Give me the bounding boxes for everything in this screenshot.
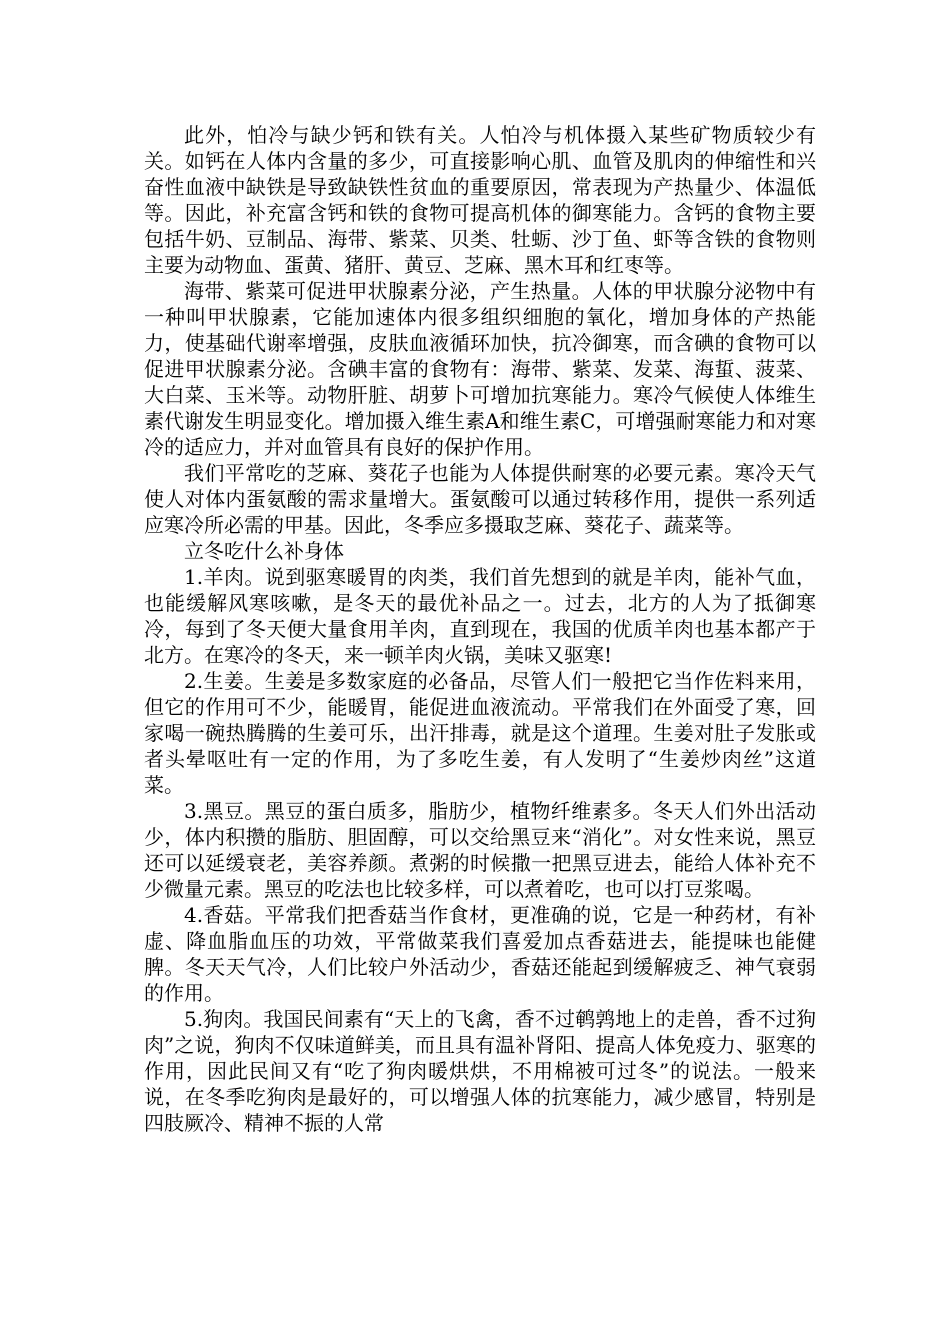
paragraph-item-ginger: 2.生姜。生姜是多数家庭的必备品，尽管人们一般把它当作佐料来用，但它的作用可不少，能暖胃，能促进血液流动。平常我们在外面受了寒，回家喝一碗热腾腾的生姜可乐，出汗排毒，就是这个道理。生姜对肚子发胀或者头晕呕吐有一定的作用，为了多吃生姜，有人发明了“生姜炒肉丝”这道菜。	[144, 669, 816, 797]
document-body	[144, 122, 816, 1136]
paragraph-sesame-sunflower: 我们平常吃的芝麻、葵花子也能为人体提供耐寒的必要元素。寒冷天气使人对体内蛋氨酸的需求量增大。蛋氨酸可以通过转移作用，提供一系列适应寒冷所必需的甲基。因此，冬季应多摄取芝麻、葵花子、蔬菜等。	[144, 461, 816, 537]
paragraph-item-mutton: 1.羊肉。说到驱寒暖胃的肉类，我们首先想到的就是羊肉，能补气血，也能缓解风寒咳嗽，是冬天的最优补品之一。过去，北方的人为了抵御寒冷，每到了冬天便大量食用羊肉，直到现在，我国的优质羊肉也基本都产于北方。在寒冷的冬天，来一顿羊肉火锅，美味又驱寒!	[144, 565, 816, 667]
section-heading: 立冬吃什么补身体	[184, 539, 344, 563]
paragraph-item-black-bean: 3.黑豆。黑豆的蛋白质多，脂肪少，植物纤维素多。冬天人们外出活动少，体内积攒的脂肪、胆固醇，可以交给黑豆来“消化”。对女性来说，黑豆还可以延缓衰老，美容养颜。煮粥的时候撒一把黑豆进去，能给人体补充不少微量元素。黑豆的吃法也比较多样，可以煮着吃，也可以打豆浆喝。	[144, 799, 816, 901]
paragraph-iodine-thyroid: 海带、紫菜可促进甲状腺素分泌，产生热量。人体的甲状腺分泌物中有一种叫甲状腺素，它能加速体内很多组织细胞的氧化，增加身体的产热能力，使基础代谢率增强，皮肤血液循环加快，抗冷御寒，而含碘的食物可以促进甲状腺素分泌。含碘丰富的食物有：海带、紫菜、发菜、海蜇、菠菜、大白菜、玉米等。动物肝脏、胡萝卜可增加抗寒能力。寒冷气候使人体维生素代谢发生明显变化。增加摄入维生素A和维生素C，可增强耐寒能力和对寒冷的适应力，并对血管具有良好的保护作用。	[144, 279, 816, 459]
paragraph-item-dog-meat: 5.狗肉。我国民间素有“天上的飞禽，香不过鹌鹑地上的走兽，香不过狗肉”之说，狗肉不仅味道鲜美，而且具有温补肾阳、提高人体免疫力、驱寒的作用，因此民间又有“吃了狗肉暖烘烘，不用棉被可过冬”的说法。一般来说，在冬季吃狗肉是最好的，可以增强人体的抗寒能力，减少感冒，特别是四肢厥冷、精神不振的人常	[144, 1007, 816, 1135]
paragraph-item-mushroom: 4.香菇。平常我们把香菇当作食材，更准确的说，它是一种药材，有补虚、降血脂血压的功效，平常做菜我们喜爱加点香菇进去，能提味也能健脾。冬天天气冷，人们比较户外活动少，香菇还能起到缓解疲乏、神气衰弱的作用。	[144, 903, 816, 1005]
paragraph-calcium-iron: 此外，怕冷与缺少钙和铁有关。人怕冷与机体摄入某些矿物质较少有关。如钙在人体内含量的多少，可直接影响心肌、血管及肌肉的伸缩性和兴奋性血液中缺铁是导致缺铁性贫血的重要原因，常表现为产热量少、体温低等。因此，补充富含钙和铁的食物可提高机体的御寒能力。含钙的食物主要包括牛奶、豆制品、海带、紫菜、贝类、牡蛎、沙丁鱼、虾等含铁的食物则主要为动物血、蛋黄、猪肝、黄豆、芝麻、黑木耳和红枣等。	[144, 123, 816, 277]
